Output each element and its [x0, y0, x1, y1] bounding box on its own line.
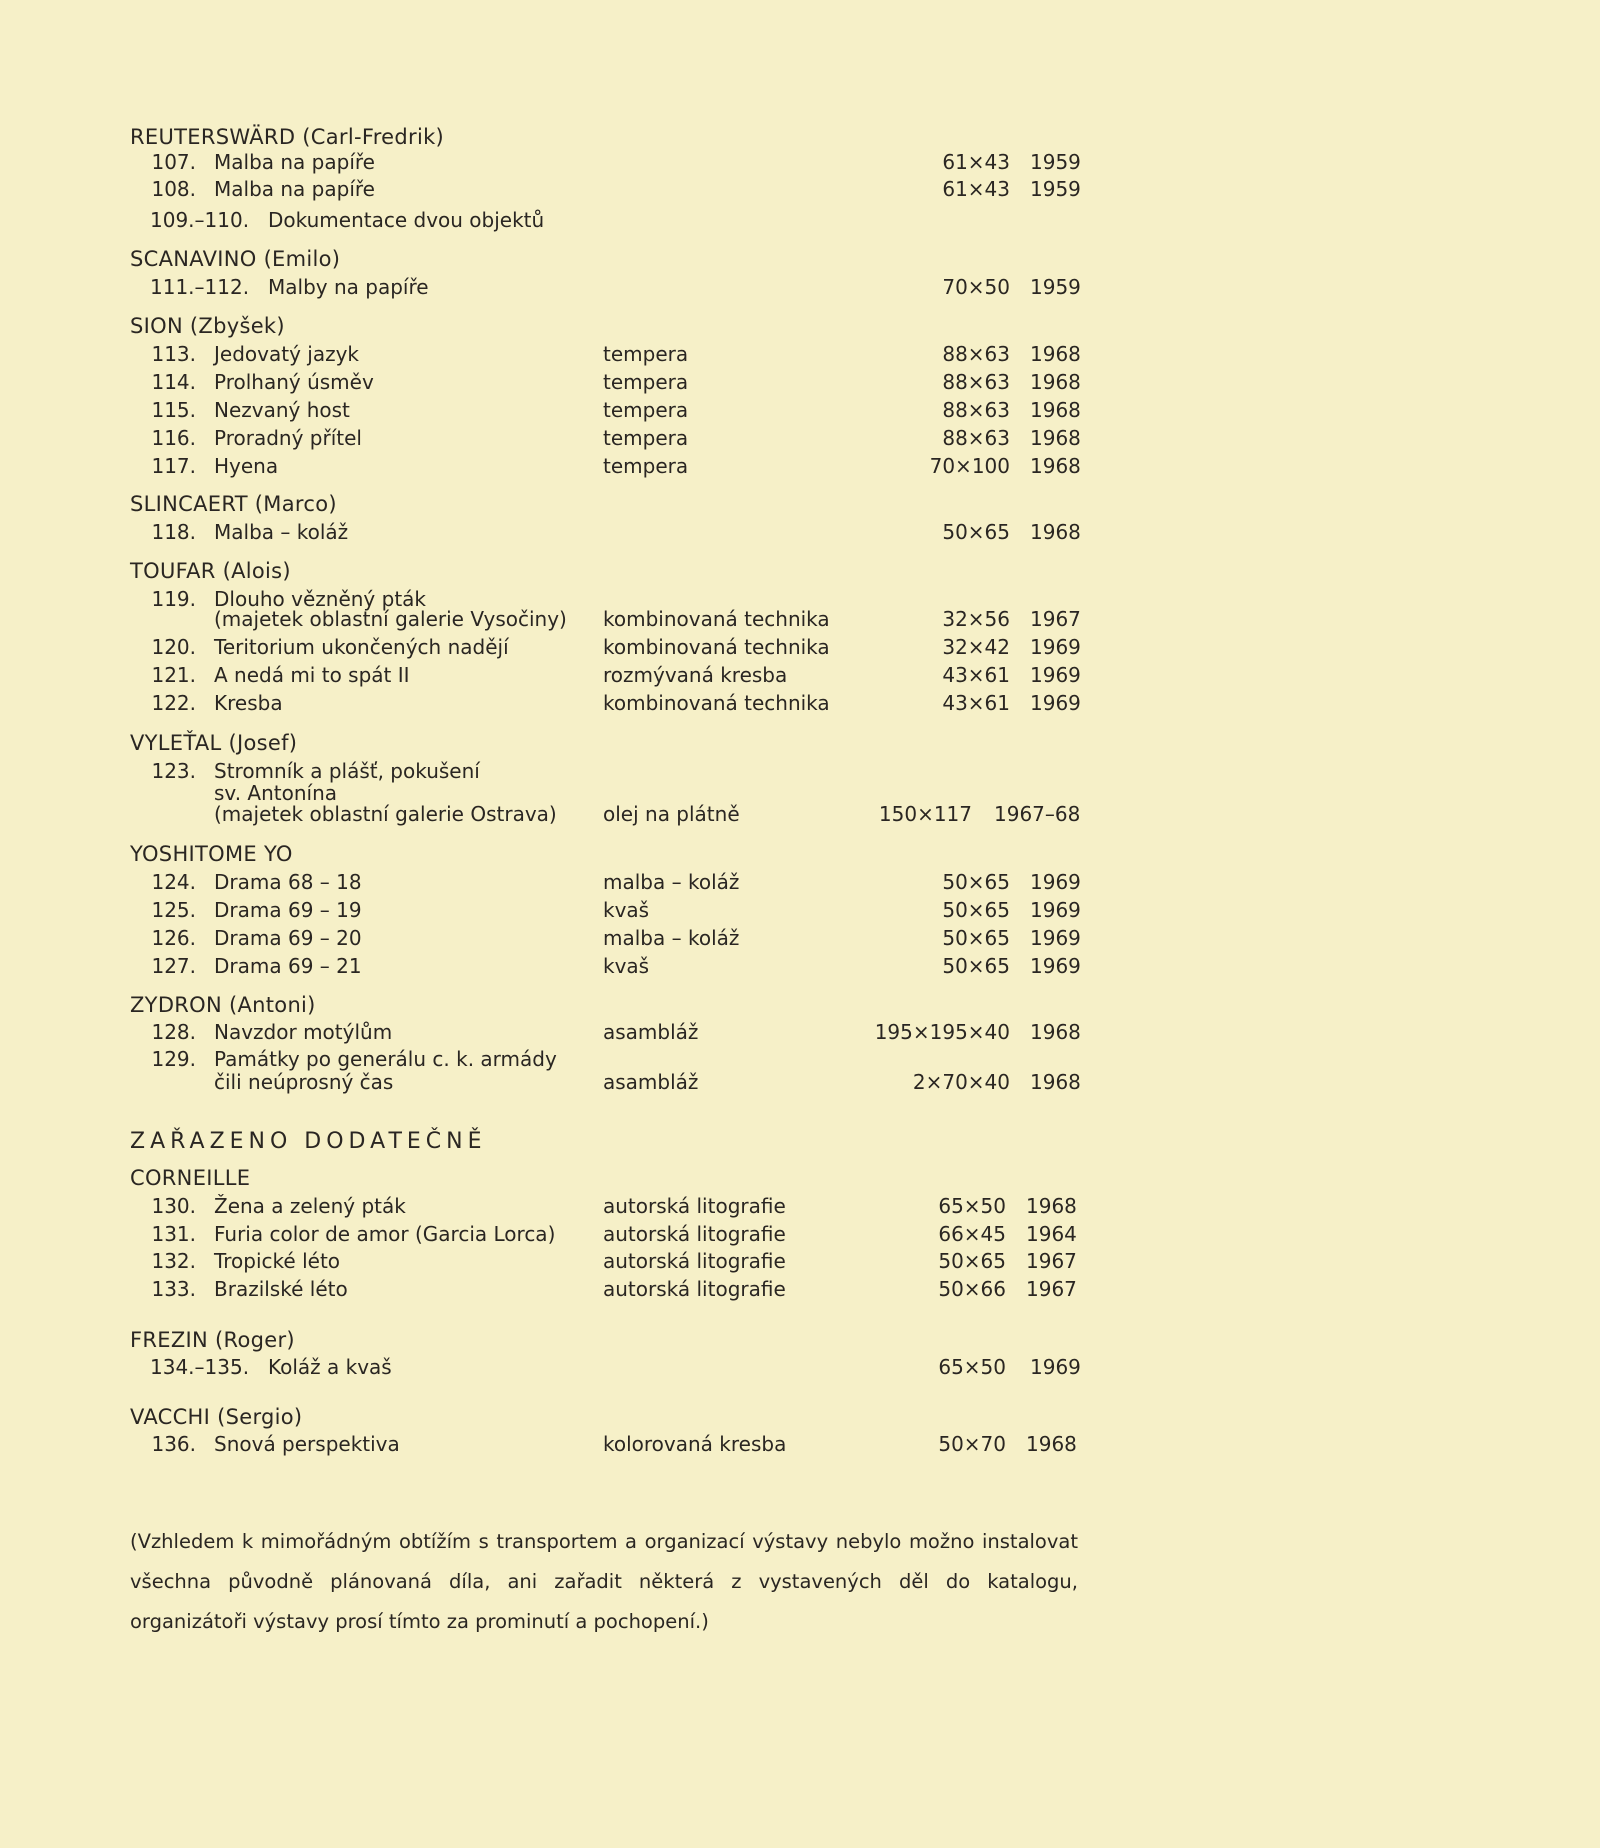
- artist-name: CORNEILLE: [130, 1166, 251, 1190]
- entry-title: Drama 68 – 18: [214, 870, 362, 894]
- entry-technique: malba – koláž: [603, 926, 740, 950]
- entry-year: 1968: [1030, 426, 1081, 450]
- entry-number: 134.–135.: [150, 1355, 250, 1379]
- artist-row: [0, 991, 1600, 1019]
- entry-title: Prolhaný úsměv: [214, 370, 374, 394]
- artist-name: FREZIN (Roger): [130, 1328, 295, 1352]
- entry-dimensions: 150×117: [878, 802, 972, 826]
- artist-row: [0, 123, 1600, 151]
- entry-number: 127.: [151, 954, 196, 978]
- entry-title-line2: sv. Antonína: [214, 781, 338, 805]
- entry-number: 136.: [151, 1432, 196, 1456]
- entry-year: 1968: [1030, 1070, 1081, 1094]
- catalog-entry: [0, 273, 1600, 301]
- supplement-heading: ZAŘAZENO DODATEČNĚ: [130, 1129, 487, 1154]
- entry-technique: kombinovaná technika: [603, 635, 830, 659]
- entry-dimensions: 43×61: [942, 691, 1010, 715]
- entry-technique: tempera: [603, 370, 689, 394]
- entry-number: 120.: [151, 635, 196, 659]
- entry-title-owner: (majetek oblastní galerie Ostrava): [214, 802, 557, 826]
- entry-title: Kresba: [214, 691, 283, 715]
- entry-dimensions: 88×63: [942, 426, 1010, 450]
- entry-number: 108.: [151, 177, 196, 201]
- entry-title: Furia color de amor (Garcia Lorca): [214, 1222, 556, 1246]
- entry-dimensions: 50×65: [942, 898, 1010, 922]
- artist-row: [0, 312, 1600, 340]
- catalog-entry: [0, 868, 1600, 896]
- entry-number: 124.: [151, 870, 196, 894]
- entry-title: Proradný přítel: [214, 426, 362, 450]
- entry-year: 1959: [1030, 150, 1081, 174]
- entry-title: Dokumentace dvou objektů: [268, 208, 545, 232]
- entry-year: 1967–68: [994, 802, 1081, 826]
- entry-title: Dlouho vězněný pták: [214, 587, 427, 611]
- entry-number: 111.–112.: [150, 275, 250, 299]
- entry-year: 1969: [1030, 926, 1081, 950]
- catalog-entry: [0, 896, 1600, 924]
- catalog-entry: [0, 424, 1600, 452]
- entry-dimensions: 66×45: [938, 1222, 1006, 1246]
- entry-number: 132.: [151, 1249, 196, 1273]
- artist-name: VYLEŤAL (Josef): [130, 731, 298, 755]
- entry-title: Jedovatý jazyk: [214, 342, 359, 366]
- catalog-entry: [0, 396, 1600, 424]
- entry-number: 119.: [151, 587, 196, 611]
- entry-title: Malba na papíře: [214, 150, 375, 174]
- entry-technique: kvaš: [603, 898, 650, 922]
- entry-title: Malby na papíře: [268, 275, 429, 299]
- footnote: (Vzhledem k mimořádným obtížím s transportem a organizací výstavy nebylo možno instalovat všechna původně plánovaná díla, ani zařadit některá z vystavených děl do katalogu, organizátoři výstavy prosí tímto za prominutí a pochopení.): [130, 1530, 1078, 1633]
- entry-title-line2: čili neúprosný čas: [214, 1070, 394, 1094]
- entry-year: 1969: [1030, 663, 1081, 687]
- entry-dimensions: 88×63: [942, 342, 1010, 366]
- artist-row: [0, 1403, 1600, 1431]
- artist-name: SLINCAERT (Marco): [130, 492, 337, 516]
- catalog-entry: [0, 206, 1600, 234]
- entry-number: 109.–110.: [150, 208, 250, 232]
- entry-year: 1968: [1030, 370, 1081, 394]
- artist-row: [0, 245, 1600, 273]
- entry-dimensions: 43×61: [942, 663, 1010, 687]
- entry-number: 115.: [151, 398, 196, 422]
- entry-technique: tempera: [603, 342, 689, 366]
- entry-number: 122.: [151, 691, 196, 715]
- entry-technique: kombinovaná technika: [603, 691, 830, 715]
- entry-number: 126.: [151, 926, 196, 950]
- entry-dimensions: 50×65: [938, 1249, 1006, 1273]
- entry-year: 1969: [1030, 1355, 1081, 1379]
- catalog-entry: [0, 1430, 1600, 1458]
- entry-dimensions: 50×66: [938, 1277, 1006, 1301]
- entry-technique: autorská litografie: [603, 1249, 786, 1273]
- catalog-entry: [0, 689, 1600, 717]
- entry-technique: autorská litografie: [603, 1194, 786, 1218]
- catalog-entry: [0, 952, 1600, 980]
- entry-title: Drama 69 – 19: [214, 898, 362, 922]
- entry-technique: tempera: [603, 454, 689, 478]
- entry-year: 1968: [1026, 1194, 1077, 1218]
- entry-dimensions: 195×195×40: [874, 1020, 1010, 1044]
- entry-title: Navzdor motýlům: [214, 1020, 393, 1044]
- entry-title: Hyena: [214, 454, 279, 478]
- supplement-heading-row: [0, 1126, 1600, 1158]
- entry-year: 1969: [1030, 870, 1081, 894]
- entry-year: 1968: [1030, 342, 1081, 366]
- entry-dimensions: 50×65: [942, 520, 1010, 544]
- entry-dimensions: 32×42: [942, 635, 1010, 659]
- entry-number: 116.: [151, 426, 196, 450]
- entry-number: 121.: [151, 663, 196, 687]
- entry-title: Brazilské léto: [214, 1277, 348, 1301]
- artist-name: VACCHI (Sergio): [130, 1405, 303, 1429]
- artist-row: [0, 557, 1600, 585]
- entry-dimensions: 70×50: [942, 275, 1010, 299]
- entry-technique: olej na plátně: [603, 802, 740, 826]
- artist-row: [0, 840, 1600, 868]
- catalog-entry-continued: [0, 800, 1600, 828]
- entry-number: 123.: [151, 759, 196, 783]
- catalog-entry: [0, 1192, 1600, 1220]
- artist-row: [0, 1164, 1600, 1192]
- entry-number: 129.: [151, 1047, 196, 1071]
- artist-row: [0, 490, 1600, 518]
- entry-dimensions: 65×50: [938, 1355, 1006, 1379]
- entry-number: 131.: [151, 1222, 196, 1246]
- entry-year: 1967: [1026, 1249, 1077, 1273]
- entry-dimensions: 32×56: [942, 607, 1010, 631]
- artist-name: SION (Zbyšek): [130, 314, 285, 338]
- catalog-entry: [0, 452, 1600, 480]
- entry-technique: kombinovaná technika: [603, 607, 830, 631]
- entry-technique: asambláž: [603, 1070, 699, 1094]
- entry-dimensions: 50×65: [942, 926, 1010, 950]
- entry-dimensions: 70×100: [929, 454, 1010, 478]
- entry-year: 1967: [1026, 1277, 1077, 1301]
- entry-number: 114.: [151, 370, 196, 394]
- entry-title: Malba – koláž: [214, 520, 349, 544]
- entry-year: 1968: [1026, 1432, 1077, 1456]
- entry-number: 113.: [151, 342, 196, 366]
- entry-technique: rozmývaná kresba: [603, 663, 788, 687]
- entry-year: 1967: [1030, 607, 1081, 631]
- artist-name: SCANAVINO (Emilo): [130, 247, 341, 271]
- entry-title: Žena a zelený pták: [214, 1194, 406, 1218]
- entry-year: 1968: [1030, 520, 1081, 544]
- catalog-entry: [0, 1275, 1600, 1303]
- entry-technique: autorská litografie: [603, 1222, 786, 1246]
- catalog-entry: [0, 518, 1600, 546]
- artist-name: YOSHITOME YO: [130, 842, 293, 866]
- entry-title: Teritorium ukončených nadějí: [214, 635, 509, 659]
- entry-title: Drama 69 – 20: [214, 926, 362, 950]
- entry-title: Malba na papíře: [214, 177, 375, 201]
- artist-name: TOUFAR (Alois): [130, 559, 291, 583]
- catalog-entry: [0, 661, 1600, 689]
- catalog-entry-continued: [0, 1068, 1600, 1096]
- artist-name: ZYDRON (Antoni): [130, 993, 316, 1017]
- entry-number: 130.: [151, 1194, 196, 1218]
- entry-technique: tempera: [603, 426, 689, 450]
- catalog-entry: [0, 340, 1600, 368]
- entry-dimensions: 61×43: [942, 150, 1010, 174]
- entry-technique: kvaš: [603, 954, 650, 978]
- catalog-entry: [0, 368, 1600, 396]
- catalog-entry: [0, 633, 1600, 661]
- entry-title: Drama 69 – 21: [214, 954, 362, 978]
- entry-dimensions: 65×50: [938, 1194, 1006, 1218]
- entry-title: Tropické léto: [214, 1249, 341, 1273]
- entry-dimensions: 50×65: [942, 870, 1010, 894]
- entry-year: 1959: [1030, 177, 1081, 201]
- entry-dimensions: 61×43: [942, 177, 1010, 201]
- entry-title: A nedá mi to spát II: [214, 663, 410, 687]
- entry-year: 1969: [1030, 954, 1081, 978]
- entry-technique: malba – koláž: [603, 870, 740, 894]
- catalog-entry: [0, 148, 1600, 176]
- entry-dimensions: 2×70×40: [912, 1070, 1010, 1094]
- entry-number: 107.: [151, 150, 196, 174]
- entry-technique: kolorovaná kresba: [603, 1432, 787, 1456]
- entry-number: 118.: [151, 520, 196, 544]
- entry-technique: tempera: [603, 398, 689, 422]
- entry-year: 1968: [1030, 1020, 1081, 1044]
- entry-title: Snová perspektiva: [214, 1432, 400, 1456]
- catalog-entry-continued: [0, 605, 1600, 633]
- artist-name: REUTERSWÄRD (Carl-Fredrik): [130, 125, 445, 149]
- entry-year: 1968: [1030, 454, 1081, 478]
- catalog-entry: [0, 175, 1600, 203]
- catalog-entry: [0, 1220, 1600, 1248]
- entry-dimensions: 50×65: [942, 954, 1010, 978]
- catalog-entry: [0, 1018, 1600, 1046]
- entry-year: 1959: [1030, 275, 1081, 299]
- entry-title: Nezvaný host: [214, 398, 350, 422]
- entry-title: Koláž a kvaš: [268, 1355, 392, 1379]
- entry-number: 133.: [151, 1277, 196, 1301]
- entry-technique: asambláž: [603, 1020, 699, 1044]
- entry-year: 1969: [1030, 898, 1081, 922]
- entry-dimensions: 50×70: [938, 1432, 1006, 1456]
- entry-dimensions: 88×63: [942, 398, 1010, 422]
- artist-row: [0, 1326, 1600, 1354]
- entry-number: 117.: [151, 454, 196, 478]
- catalog-entry: [0, 1353, 1600, 1381]
- entry-number: 125.: [151, 898, 196, 922]
- artist-row: [0, 729, 1600, 757]
- entry-year: 1964: [1026, 1222, 1077, 1246]
- entry-title: Stromník a plášť, pokušení: [214, 759, 480, 783]
- entry-technique: autorská litografie: [603, 1277, 786, 1301]
- entry-dimensions: 88×63: [942, 370, 1010, 394]
- entry-year: 1969: [1030, 635, 1081, 659]
- entry-year: 1969: [1030, 691, 1081, 715]
- catalog-entry: [0, 1247, 1600, 1275]
- entry-year: 1968: [1030, 398, 1081, 422]
- catalog-entry: [0, 924, 1600, 952]
- entry-title: Památky po generálu c. k. armády: [214, 1047, 557, 1071]
- entry-number: 128.: [151, 1020, 196, 1044]
- entry-title-owner: (majetek oblastní galerie Vysočiny): [214, 607, 567, 631]
